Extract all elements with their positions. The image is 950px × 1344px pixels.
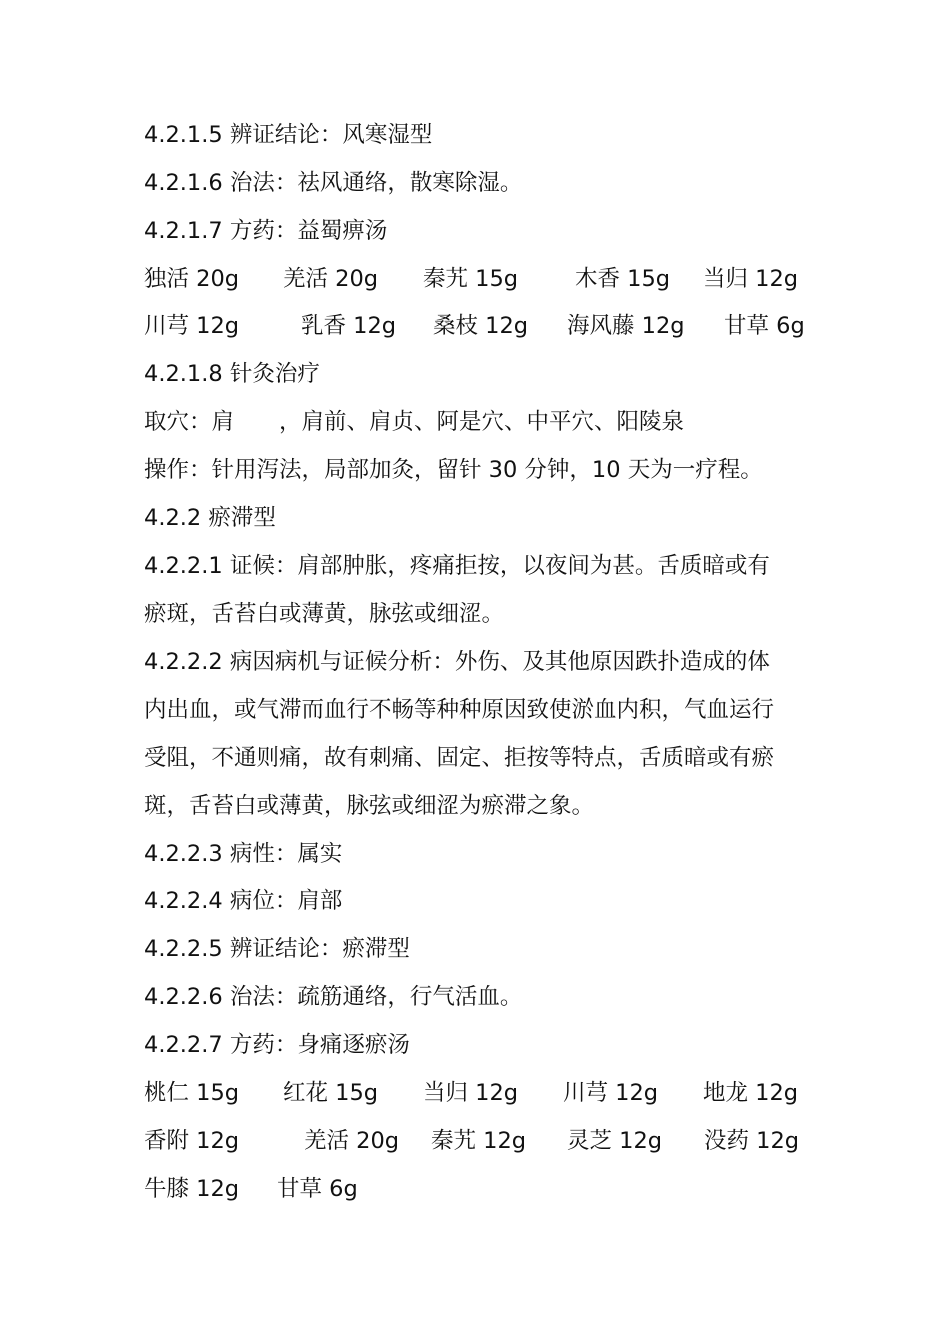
herb-item: 当归 12g — [703, 266, 799, 292]
herb-item: 木香 15g — [575, 266, 671, 292]
heading-4-2-2-4: 4.2.2.4 病位：肩部 — [144, 888, 343, 914]
herb-item: 甘草 6g — [724, 313, 805, 339]
heading-4-2-1-8: 4.2.1.8 针灸治疗 — [144, 361, 320, 387]
herb-item: 红花 15g — [283, 1080, 379, 1106]
acupoint-line: 取穴：肩 ，肩前、肩贞、阿是穴、中平穴、阳陵泉 — [144, 409, 685, 435]
herb-item: 秦艽 12g — [431, 1128, 527, 1154]
heading-4-2-2-7: 4.2.2.7 方药：身痛逐瘀汤 — [144, 1032, 410, 1058]
heading-4-2-2: 4.2.2 瘀滞型 — [144, 505, 276, 531]
paragraph-line: 4.2.2.1 证候：肩部肿胀，疼痛拒按，以夜间为甚。舌质暗或有 — [144, 553, 770, 579]
paragraph-line: 受阻，不通则痛，故有刺痛、固定、拒按等特点，舌质暗或有瘀 — [144, 745, 775, 771]
herb-item: 川芎 12g — [144, 313, 240, 339]
herb-item: 独活 20g — [144, 266, 240, 292]
herb-item: 羌活 20g — [283, 266, 379, 292]
heading-4-2-1-6: 4.2.1.6 治法：祛风通络，散寒除湿。 — [144, 170, 523, 196]
heading-4-2-2-5: 4.2.2.5 辨证结论：瘀滞型 — [144, 936, 410, 962]
herb-item: 桃仁 15g — [144, 1080, 240, 1106]
herb-item: 灵芝 12g — [567, 1128, 663, 1154]
herb-item: 当归 12g — [423, 1080, 519, 1106]
heading-4-2-2-3: 4.2.2.3 病性：属实 — [144, 841, 343, 867]
paragraph-line: 4.2.2.2 病因病机与证候分析：外伤、及其他原因跌扑造成的体 — [144, 649, 770, 675]
herb-item: 羌活 20g — [304, 1128, 400, 1154]
herb-item: 没药 12g — [704, 1128, 800, 1154]
herb-item: 香附 12g — [144, 1128, 240, 1154]
paragraph-line: 斑，舌苔白或薄黄，脉弦或细涩为瘀滞之象。 — [144, 793, 595, 819]
herb-item: 秦艽 15g — [423, 266, 519, 292]
operation-line: 操作：针用泻法，局部加灸，留针 30 分钟，10 天为一疗程。 — [144, 457, 763, 483]
heading-4-2-1-7: 4.2.1.7 方药：益蜀痹汤 — [144, 218, 388, 244]
herb-item: 桑枝 12g — [433, 313, 529, 339]
paragraph-line: 瘀斑，舌苔白或薄黄，脉弦或细涩。 — [144, 601, 505, 627]
heading-4-2-2-6: 4.2.2.6 治法：疏筋通络，行气活血。 — [144, 984, 523, 1010]
heading-4-2-1-5: 4.2.1.5 辨证结论：风寒湿型 — [144, 122, 433, 148]
herb-item: 川芎 12g — [563, 1080, 659, 1106]
paragraph-line: 内出血，或气滞而血行不畅等种种原因致使淤血内积，气血运行 — [144, 697, 775, 723]
herb-item: 甘草 6g — [277, 1176, 358, 1202]
herb-item: 乳香 12g — [301, 313, 397, 339]
herb-item: 地龙 12g — [703, 1080, 799, 1106]
herb-item: 牛膝 12g — [144, 1176, 240, 1202]
herb-item: 海风藤 12g — [567, 313, 685, 339]
